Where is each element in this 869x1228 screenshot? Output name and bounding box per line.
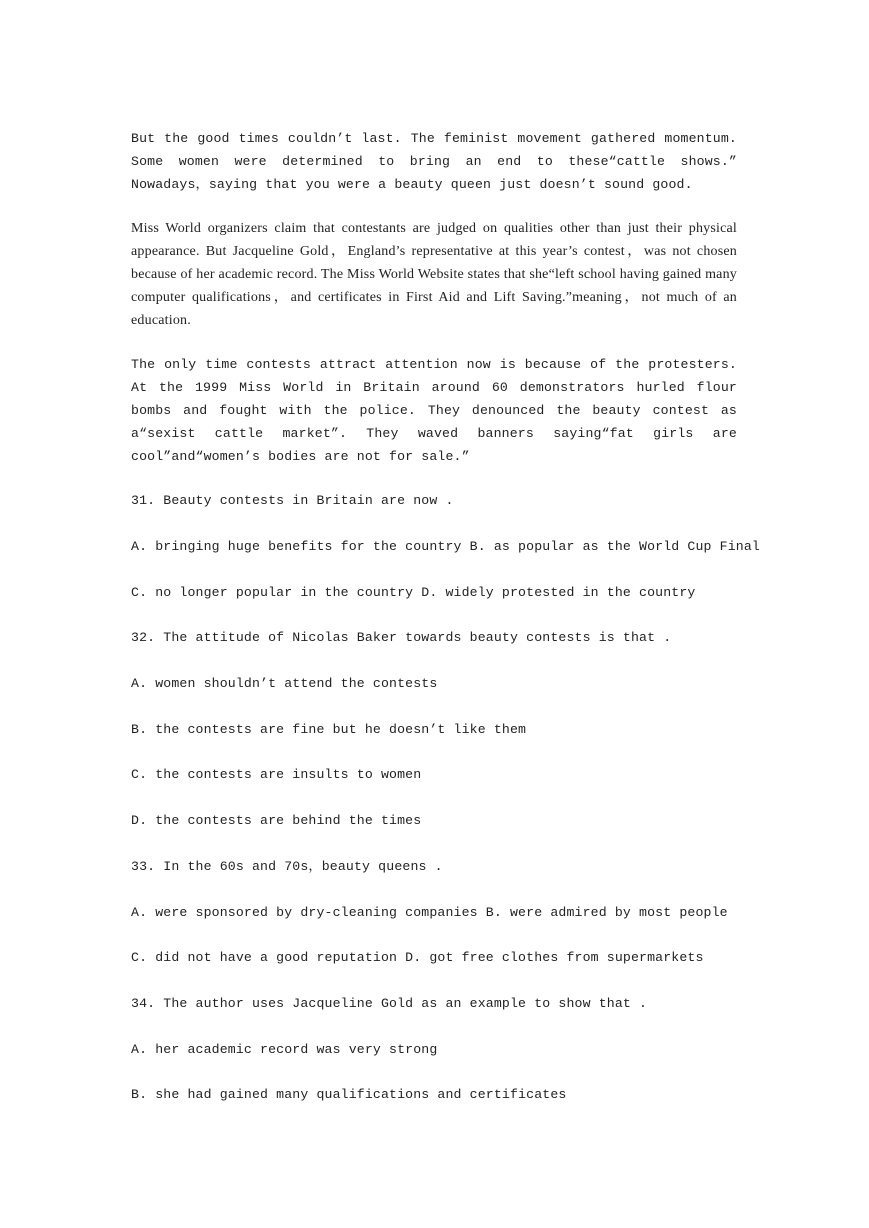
option-line: A. bringing huge benefits for the country B. as popular as the World Cup Final bbox=[131, 539, 760, 555]
option-line: B. she had gained many qualifications and certificates bbox=[131, 1087, 567, 1103]
question-31 bbox=[131, 490, 760, 604]
question-stem: 33. In the 60s and 70s，beauty queens . bbox=[131, 858, 443, 874]
option-line: C. did not have a good reputation D. got free clothes from supermarkets bbox=[131, 950, 704, 966]
option-line: A. women shouldn’t attend the contests bbox=[131, 676, 438, 692]
option-line: A. were sponsored by dry-cleaning companies B. were admired by most people bbox=[131, 904, 728, 920]
option-line: D. the contests are behind the times bbox=[131, 813, 422, 829]
question-34 bbox=[131, 993, 737, 1107]
question-33 bbox=[131, 856, 737, 970]
option-line: B. the contests are fine but he doesn’t like them bbox=[131, 721, 527, 737]
question-stem: 32. The attitude of Nicolas Baker towards beauty contests is that . bbox=[131, 630, 672, 646]
option-line: A. her academic record was very strong bbox=[131, 1041, 438, 1057]
question-stem: 34. The author uses Jacqueline Gold as an example to show that . bbox=[131, 995, 648, 1011]
passage-paragraph-3: The only time contests attract attention now is because of the protesters. At the 1999 Miss World in Britain around 60 demonstrators hurled flour bombs and fought with the police. They denounced the beauty contest as a“sexist cattle market”. They waved banners saying“fat girls are cool”and“women’s bodies are not for sale.” bbox=[131, 357, 737, 464]
passage-paragraph-2: Miss World organizers claim that contestants are judged on qualities other than just their physical appearance. But Jacqueline Gold，England’s representative at this year’s contest，was not chosen because of her academic record. The Miss World Website states that she“left school having gained many computer qualifications，and certificates in First Aid and Lift Saving.”meaning，not much of an education. bbox=[131, 221, 737, 328]
document-page bbox=[131, 128, 760, 1130]
question-stem: 31. Beauty contests in Britain are now . bbox=[131, 493, 454, 509]
question-32 bbox=[131, 627, 737, 833]
option-line: C. the contests are insults to women bbox=[131, 767, 422, 783]
option-line: C. no longer popular in the country D. widely protested in the country bbox=[131, 584, 696, 600]
passage-paragraph-1: But the good times couldn’t last. The feminist movement gathered momentum. Some women were determined to bring an end to these“cattle shows.” Nowadays，saying that you were a beauty queen just doesn’t sound good. bbox=[131, 131, 737, 192]
